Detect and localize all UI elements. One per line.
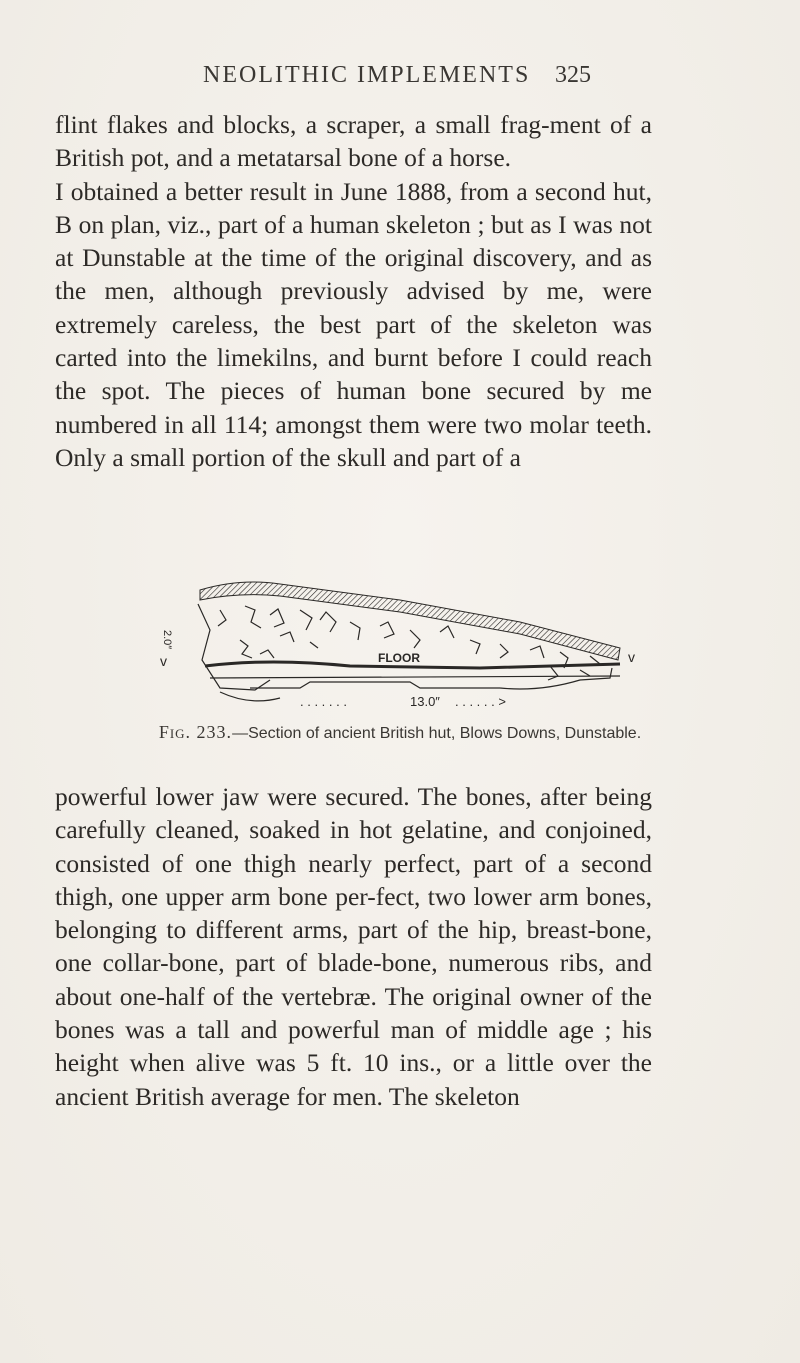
floor-label: FLOOR xyxy=(378,651,420,665)
paragraph-1: flint flakes and blocks, a scraper, a small frag-ment of a British pot, and a metatarsal bone of a horse. xyxy=(55,110,652,173)
page-number: 325 xyxy=(555,62,591,88)
figure-caption-text: —Section of ancient British hut, Blows Downs, Dunstable. xyxy=(232,725,642,742)
figure-caption-label: Fig. 233. xyxy=(158,722,233,742)
ground-surface xyxy=(200,582,620,660)
text-block-bottom xyxy=(55,780,652,1113)
text-block-top xyxy=(55,108,652,474)
dimension-dots-right: . . . . . . > xyxy=(455,694,506,709)
width-dimension-label: 13.0″ xyxy=(410,694,440,709)
figure-caption xyxy=(0,722,800,743)
depth-arrow-right: v xyxy=(628,649,635,665)
paragraph-2: I obtained a better result in June 1888, from a second hut, B on plan, viz., part of a human skeleton ; but as I was not at Dunstable at the time of the original discovery, and as the men, although previously advised by me, were extremely careless, the best part of the skeleton was carted into the limekilns, and burnt before I could reach the spot. The pieces of human bone secured by me numbered in all 114; amongst them were two molar teeth. Only a small portion of the skull and part of a xyxy=(55,176,652,472)
hut-section-figure xyxy=(150,570,660,710)
depth-arrow-left: v xyxy=(160,653,167,669)
paragraph-3: powerful lower jaw were secured. The bones, after being carefully cleaned, soaked in hot gelatine, and conjoined, consisted of one thigh nearly perfect, part of a second thigh, one upper arm bone per-fect, two lower arm bones, belonging to different arms, part of the hip, breast-bone, one collar-bone, part of blade-bone, numerous ribs, and about one-half of the vertebræ. The original owner of the bones was a tall and powerful man of middle age ; his height when alive was 5 ft. 10 ins., or a little over the ancient British average for men. The skeleton xyxy=(55,782,652,1111)
running-title: NEOLITHIC IMPLEMENTS xyxy=(203,62,531,88)
dimension-dots-left: . . . . . . . xyxy=(300,694,347,709)
depth-dimension-label: 2.0″ xyxy=(161,630,173,650)
